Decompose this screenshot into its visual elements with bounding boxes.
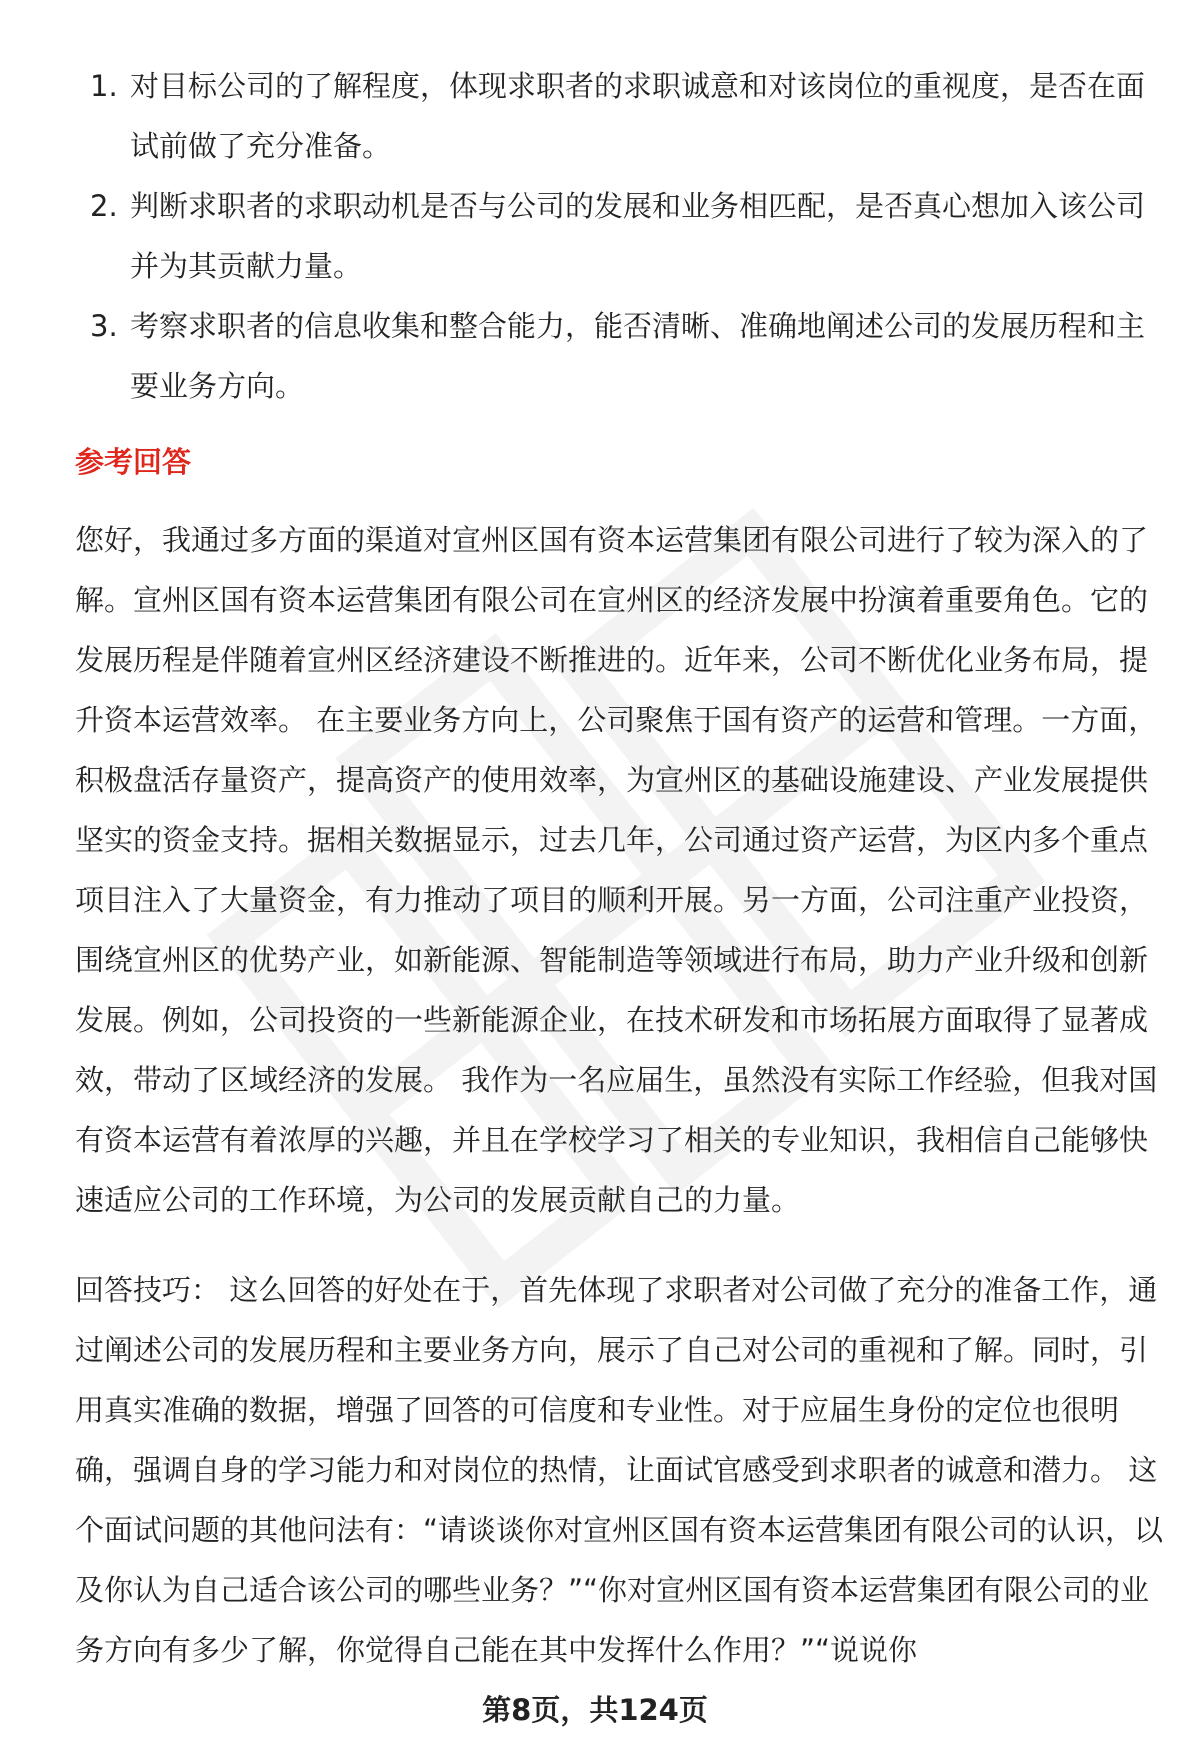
page-number: 第8页，共124页 [482, 1693, 708, 1727]
answer-tips-paragraph: 回答技巧： 这么回答的好处在于，首先体现了求职者对公司做了充分的准备工作，通过阐述公司的发展历程和主要业务方向，展示了自己对公司的重视和了解。同时，引用真实准确的数据，增强了回答的可信度和专业性。对于应届生身份的定位也很明确，强调自身的学习能力和对岗位的热情，让面试官感受到求职者的诚意和潜力。 这个面试问题的其他问法有：“请谈谈你对宣州区国有资本运营集团有限公司的认识，以及你认为自己适合该公司的哪些业务？”“你对宣州区国有资本运营集团有限公司的业务方向有多少了解，你觉得自己能在其中发挥什么作用？”“说说你 [75, 1273, 1164, 1667]
criteria-list [90, 56, 1170, 416]
list-item [90, 56, 1170, 176]
list-item-number: 3. [90, 309, 118, 343]
section-heading: 参考回答 [75, 445, 192, 479]
list-item-number: 2. [90, 189, 118, 223]
list-item-number: 1. [90, 69, 118, 103]
reference-answer-paragraph: 您好，我通过多方面的渠道对宣州区国有资本运营集团有限公司进行了较为深入的了解。宣州区国有资本运营集团有限公司在宣州区的经济发展中扮演着重要角色。它的发展历程是伴随着宣州区经济建设不断推进的。近年来，公司不断优化业务布局，提升资本运营效率。 在主要业务方向上，公司聚焦于国有资产的运营和管理。一方面，积极盘活存量资产，提高资产的使用效率，为宣州区的基础设施建设、产业发展提供坚实的资金支持。据相关数据显示，过去几年，公司通过资产运营，为区内多个重点项目注入了大量资金，有力推动了项目的顺利开展。另一方面，公司注重产业投资，围绕宣州区的优势产业，如新能源、智能制造等领域进行布局，助力产业升级和创新发展。例如，公司投资的一些新能源企业，在技术研发和市场拓展方面取得了显著成效，带动了区域经济的发展。 我作为一名应届生，虽然没有实际工作经验，但我对国有资本运营有着浓厚的兴趣，并且在学校学习了相关的专业知识，我相信自己能够快速适应公司的工作环境，为公司的发展贡献自己的力量。 [75, 523, 1158, 1217]
list-item [90, 296, 1170, 416]
list-item-text: 对目标公司的了解程度，体现求职者的求职诚意和对该岗位的重视度，是否在面试前做了充分准备。 [130, 69, 1146, 163]
list-item-text: 判断求职者的求职动机是否与公司的发展和业务相匹配，是否真心想加入该公司并为其贡献力量。 [130, 189, 1146, 283]
list-item-text: 考察求职者的信息收集和整合能力，能否清晰、准确地阐述公司的发展历程和主要业务方向。 [130, 309, 1146, 403]
list-item [90, 176, 1170, 296]
